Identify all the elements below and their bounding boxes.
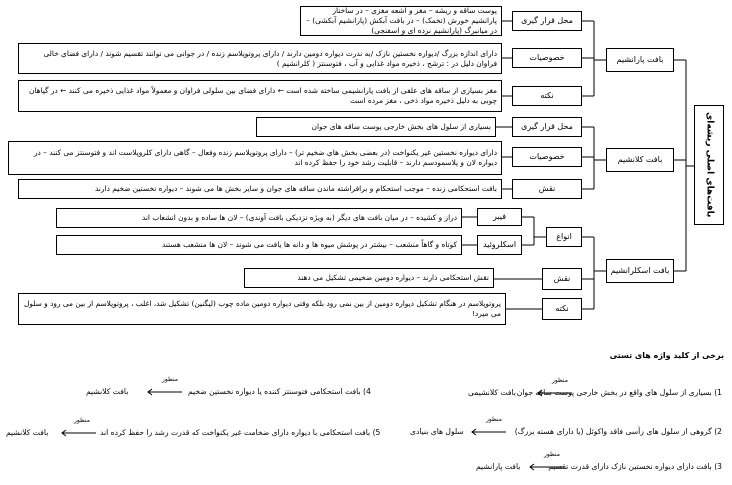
arrow-marker: منظور xyxy=(74,417,90,424)
tissue-collenchyma xyxy=(606,148,674,172)
prop-text: دارای دیواره نخستین غیر یکنواخت (در بعضی بخش های ضخیم تر) – دارای پروتوپلاسم زنده وفعال – گاهی دارای کلروپلاست اند و فتوسنتز می کنند – در دیواره لان و پلاسمودسم دارند – قابلیت رشد خود را حفظ کرده اند xyxy=(33,148,497,167)
kind-label-text: فیبر xyxy=(492,212,507,221)
keyword-answer: سلول های بنیادی xyxy=(410,427,464,436)
prop-text: نقش استحکامی دارند – دیواره دومین ضخیمی تشکیل می دهند xyxy=(297,273,489,282)
keyword-answer: بافت کلانشیم xyxy=(6,428,49,437)
kind-label xyxy=(477,235,522,255)
prop-text: پوست ساقه و ریشه – مغز و اشعه مغزی – در ساختار پارانشیم خورش (تخمک) – در بافت آبکش (پارانشیم آبکشی) – در میانبرگ (پارانشیم نرده ای و اسفنجی) xyxy=(306,6,497,35)
tissue-label: بافت پارانشیم xyxy=(616,55,664,64)
kinds-node xyxy=(546,227,582,247)
keyword-text: بافت استحکامی با دیواره دارای ضخامت غیر یکنواخت که قدرت رشد را حفظ کرده اند xyxy=(100,428,371,437)
prop-label-text: خصوصیات xyxy=(529,53,565,62)
keyword-number: 5) xyxy=(372,428,381,437)
prop-label-text: نکته xyxy=(555,304,569,313)
arrow-marker: منظور xyxy=(544,451,560,458)
kind-text: کوتاه و گاهاً منشعب – بیشتر در پوشش میوه ها و دانه ها یافت می شوند – لان ها منشعب هستند xyxy=(161,240,457,249)
kind-description xyxy=(56,208,462,228)
prop-text: دارای اندازه بزرگ /دیواره نخستین نازک /به ندرت دیواره دومین دارند / دارای پروتوپلاسم زنده / در جوانی می توانند تقسیم شوند / دارای فضای خالی فراوان دلیل در : ترشح ، ذخیره مواد غذایی و آب ، فتوسنتز ( کلرانشیم ) xyxy=(43,48,497,68)
arrow-marker: منظور xyxy=(552,377,568,384)
prop-label xyxy=(512,11,582,31)
keyword-text: گروهی از سلول های رأسی فاقد واکوئل (یا دارای هسته بزرگ) xyxy=(514,427,712,436)
prop-label-text: نقش xyxy=(553,274,571,283)
keyword-item xyxy=(100,428,380,437)
keyword-item xyxy=(515,427,722,436)
prop-description xyxy=(18,80,502,112)
tissue-parenchyma xyxy=(606,48,674,72)
prop-description xyxy=(18,43,502,74)
keyword-item xyxy=(548,462,722,471)
kind-description xyxy=(56,235,462,255)
tissue-sclerenchyma xyxy=(606,259,674,283)
prop-text: بسیاری از سلول های بخش خارجی پوست ساقه های جوان xyxy=(311,122,491,131)
kinds-label: انواع xyxy=(556,232,572,241)
keyword-number: 2) xyxy=(714,427,722,436)
prop-label xyxy=(512,86,582,106)
prop-label-text: محل قرار گیری xyxy=(521,16,573,25)
prop-description xyxy=(256,117,496,137)
keyword-text: بافت استحکامی فتوسنتز کننده یا دیواره نخستین ضخیم xyxy=(188,387,361,396)
keyword-text: بسیاری از سلول های واقع در بخش خارجی پوست ساقه جوان xyxy=(516,388,712,397)
kind-text: دراز و کشیده – در میان بافت های دیگر (به ویژه نزدیکی بافت آوندی) – لان ها ساده و بدون انشعاب اند xyxy=(141,213,457,222)
prop-label xyxy=(542,268,582,290)
kind-label xyxy=(477,208,522,226)
prop-description xyxy=(300,6,502,36)
prop-label-text: خصوصیات xyxy=(529,152,565,161)
keyword-number: 1) xyxy=(714,388,722,397)
root-node xyxy=(694,105,724,225)
prop-description xyxy=(8,141,502,175)
prop-label xyxy=(512,147,582,167)
prop-text: مغز بسیاری از ساقه های علفی از بافت پارانشیمی ساخته شده است ← دارای فضای بین سلولی فراوان و معمولاً مواد غذایی ذخیره می کنند ← در گیاهان چوبی به دلیل ذخیره مواد ذخی ، مغز مرده است xyxy=(29,86,497,105)
prop-description xyxy=(244,268,494,288)
keyword-number: 3) xyxy=(714,462,722,471)
keyword-text: بافت دارای دیواره نخستین نازک دارای قدرت تقسیم xyxy=(548,462,712,471)
keyword-answer: بافت پارانشیم xyxy=(476,462,521,471)
prop-text: بافت استحکامی زنده – موجب استحکام و برافراشته ماندن ساقه های جوان و سایر بخش ها می شوند – دیواره نخستین ضخیم دارند xyxy=(95,184,497,193)
prop-label-text: نقش xyxy=(538,184,556,193)
arrow-marker: منظور xyxy=(162,376,178,383)
prop-label-text: محل قرار گیری xyxy=(521,122,573,131)
keyword-number: 4) xyxy=(363,387,371,396)
prop-label xyxy=(512,179,582,199)
prop-description xyxy=(18,293,506,325)
kind-label-text: اسکلروئید xyxy=(482,240,517,249)
prop-label xyxy=(512,117,582,137)
arrow-marker: منظور xyxy=(486,416,502,423)
keyword-item xyxy=(188,387,371,396)
keyword-answer: بافت کلانشیمی xyxy=(468,388,516,397)
prop-text: پروتوپلاسم در هنگام تشکیل دیواره دومین از بین نمی رود بلکه وقتی دیواره دومین ماده چوب (لیگنین) تشکیل شد، اغلب ، پروتوپلاسم از بین می رود و سلول می میرد! xyxy=(23,299,501,318)
prop-label xyxy=(542,298,582,320)
prop-label-text: نکته xyxy=(540,91,554,100)
tissue-label: بافت اسکلرانشیم xyxy=(610,266,670,275)
keywords-title: برخی از کلید واژه های تستی xyxy=(609,351,724,360)
keyword-item xyxy=(517,388,722,397)
prop-label xyxy=(512,48,582,68)
keyword-answer: بافت کلانشیم xyxy=(86,387,129,396)
prop-description xyxy=(18,179,502,199)
tissue-label: بافت کلانشیم xyxy=(617,155,663,164)
root-label: بافت‌های اصلی ریشه‌ای xyxy=(704,112,715,218)
